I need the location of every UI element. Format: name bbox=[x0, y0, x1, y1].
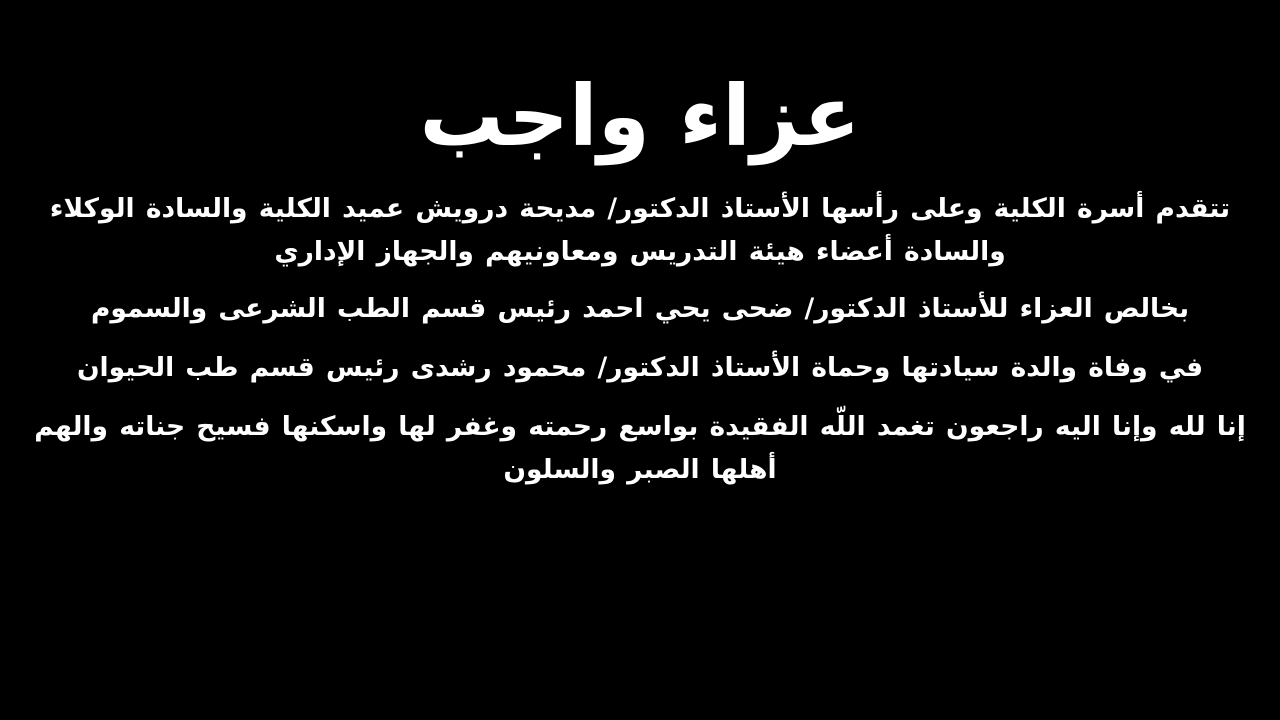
notice-paragraph-1: تتقدم أسرة الكلية وعلى رأسها الأستاذ الدكتور/ مديحة درويش عميد الكلية والسادة الوكلاء والسادة أعضاء هيئة التدريس ومعاونيهم والجهاز الإداري bbox=[49, 193, 1231, 268]
notice-paragraph-2: بخالص العزاء للأستاذ الدكتور/ ضحى يحي احمد رئيس قسم الطب الشرعى والسموم bbox=[90, 293, 1190, 325]
notice-paragraph-4: إنا لله وإنا اليه راجعون تغمد اللّه الفقيدة بواسع رحمته وغفر لها واسكنها فسيح جناته والهم أهلها الصبر والسلون bbox=[34, 410, 1246, 485]
page-title: عزاء واجب bbox=[419, 67, 861, 165]
notice-paragraph-3: في وفاة والدة سيادتها وحماة الأستاذ الدكتور/ محمود رشدى رئيس قسم طب الحيوان bbox=[76, 351, 1204, 383]
notice-body bbox=[25, 188, 1255, 492]
